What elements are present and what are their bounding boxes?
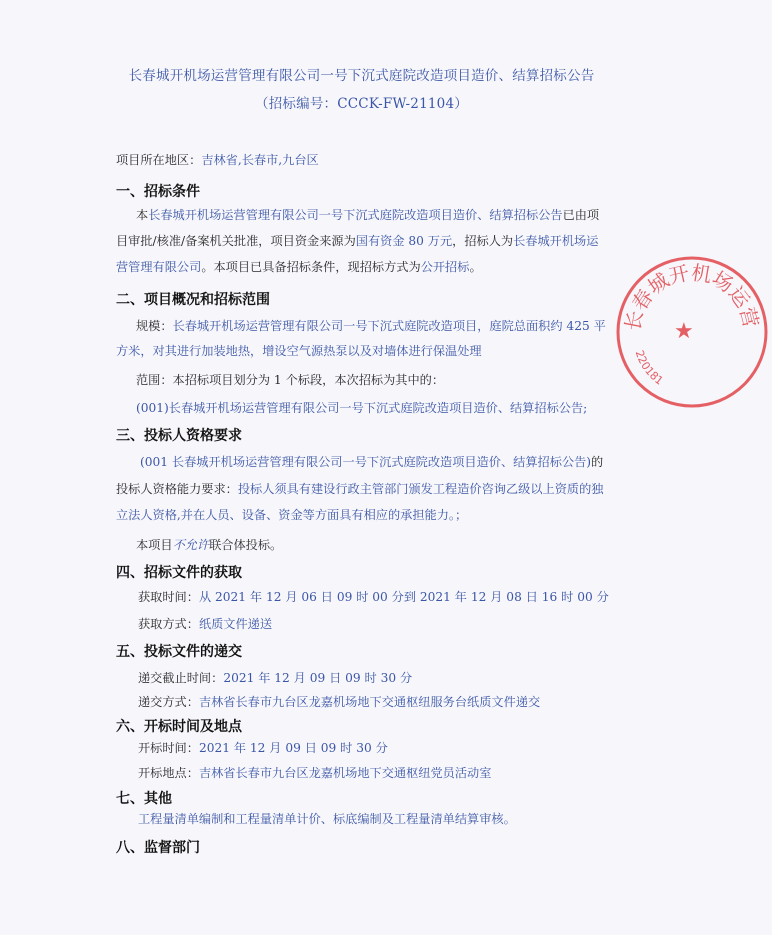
section6-place xyxy=(138,765,491,781)
tenderer-name: 长春城开机场运 xyxy=(513,234,599,248)
seal-star-icon: ★ xyxy=(674,319,694,344)
document-title: 长春城开机场运营管理有限公司一号下沉式庭院改造项目造价、结算招标公告 xyxy=(128,68,595,84)
section5-method xyxy=(138,694,540,710)
section-heading-4: 四、招标文件的获取 xyxy=(116,565,242,581)
section7-text: 工程量清单编制和工程量清单计价、标底编制及工程量清单结算审核。 xyxy=(138,812,516,826)
field-label: 开标时间： xyxy=(138,741,199,755)
text-run: 已由项 xyxy=(562,208,600,222)
text-run: 目审批/核准/备案机关批准，项目资金来源为 xyxy=(116,234,356,248)
section-heading-6: 六、开标时间及地点 xyxy=(116,719,242,735)
tenderer-name-cont: 营管理有限公司 xyxy=(116,260,202,274)
text-run: ，招标人为 xyxy=(452,234,514,248)
lot-reference: (001 长春城开机场运营管理有限公司一号下沉式庭院改造项目造价、结算招标公告) xyxy=(140,455,592,469)
scale-label: 规模： xyxy=(136,319,173,333)
section2-lot: (001)长春城开机场运营管理有限公司一号下沉式庭院改造项目造价、结算招标公告; xyxy=(136,401,588,415)
location-label: 项目所在地区： xyxy=(116,153,202,167)
qualification-text: 投标人须具有建设行政主管部门颁发工程造价咨询乙级以上资质的独 xyxy=(237,482,604,496)
section1-line-3 xyxy=(116,259,482,275)
section-heading-8: 八、监督部门 xyxy=(116,840,200,856)
section2-scale-line-2: 方米，对其进行加装地热，增设空气源热泵以及对墙体进行保温处理 xyxy=(116,344,482,358)
section4-time xyxy=(138,589,609,605)
field-value: 从 2021 年 12 月 06 日 09 时 00 分到 2021 年 12 月 08 日 16 时 00 分 xyxy=(198,590,609,604)
field-label: 递交方式： xyxy=(138,695,199,709)
section1-line-1 xyxy=(136,207,599,223)
field-value: 2021 年 12 月 09 日 09 时 30 分 xyxy=(198,741,388,755)
section-heading-5: 五、投标文件的递交 xyxy=(116,644,242,660)
fund-source: 国有资金 80 万元 xyxy=(355,234,453,248)
section-heading-2: 二、项目概况和招标范围 xyxy=(116,292,270,308)
official-seal-icon xyxy=(612,252,772,412)
field-value: 吉林省长春市九台区龙嘉机场地下交通枢纽党员活动室 xyxy=(198,766,492,780)
text-run: 本 xyxy=(136,208,149,222)
seal-text: 长春城开机场运营 xyxy=(620,260,764,333)
section3-line-3: 立法人资格,并在人员、设备、资金等方面具有相应的承担能力。； xyxy=(116,508,468,522)
project-name: 长春城开机场运营管理有限公司一号下沉式庭院改造项目造价、结算招标公告 xyxy=(148,208,563,222)
section3-joint-bid xyxy=(136,537,282,553)
field-value: 吉林省长春市九台区龙嘉机场地下交通枢纽服务台纸质文件递交 xyxy=(198,695,541,709)
field-label: 获取时间： xyxy=(138,590,199,604)
joint-bid-status: 不允许 xyxy=(172,538,210,552)
field-label: 开标地点： xyxy=(138,766,199,780)
text-run: 的 xyxy=(591,455,604,469)
field-label: 获取方式： xyxy=(138,617,199,631)
text-run: 本项目 xyxy=(136,538,173,552)
section3-line-2 xyxy=(116,481,604,497)
text-run: 联合体投标。 xyxy=(209,538,283,552)
text-run: 投标人资格能力要求： xyxy=(116,482,238,496)
tender-number: （招标编号：CCCK-FW-21104） xyxy=(255,96,468,112)
section5-deadline xyxy=(138,670,412,686)
section3-line-1 xyxy=(140,454,603,470)
scale-text: 长春城开机场运营管理有限公司一号下沉式庭院改造项目，庭院总面积约 425 平 xyxy=(172,319,606,333)
field-label: 递交截止时间： xyxy=(138,671,224,685)
section2-scope: 范围：本招标项目划分为 1 个标段，本次招标为其中的： xyxy=(136,373,445,387)
text-run: 。 xyxy=(469,260,482,274)
location-value: 吉林省,长春市,九台区 xyxy=(201,153,319,167)
tender-method: 公开招标 xyxy=(420,260,470,274)
section-heading-3: 三、投标人资格要求 xyxy=(116,428,242,444)
section4-method xyxy=(138,616,272,632)
text-run: 。本项目已具备招标条件，现招标方式为 xyxy=(201,260,421,274)
section6-time xyxy=(138,740,388,756)
field-value: 2021 年 12 月 09 日 09 时 30 分 xyxy=(223,671,413,685)
section2-scale-line-1 xyxy=(136,318,606,334)
section-heading-7: 七、其他 xyxy=(116,791,172,807)
section-heading-1: 一、招标条件 xyxy=(116,184,200,200)
project-location xyxy=(116,152,319,168)
section1-line-2 xyxy=(116,233,598,249)
seal-number: 220181 xyxy=(632,348,666,388)
field-value: 纸质文件递送 xyxy=(198,617,273,631)
